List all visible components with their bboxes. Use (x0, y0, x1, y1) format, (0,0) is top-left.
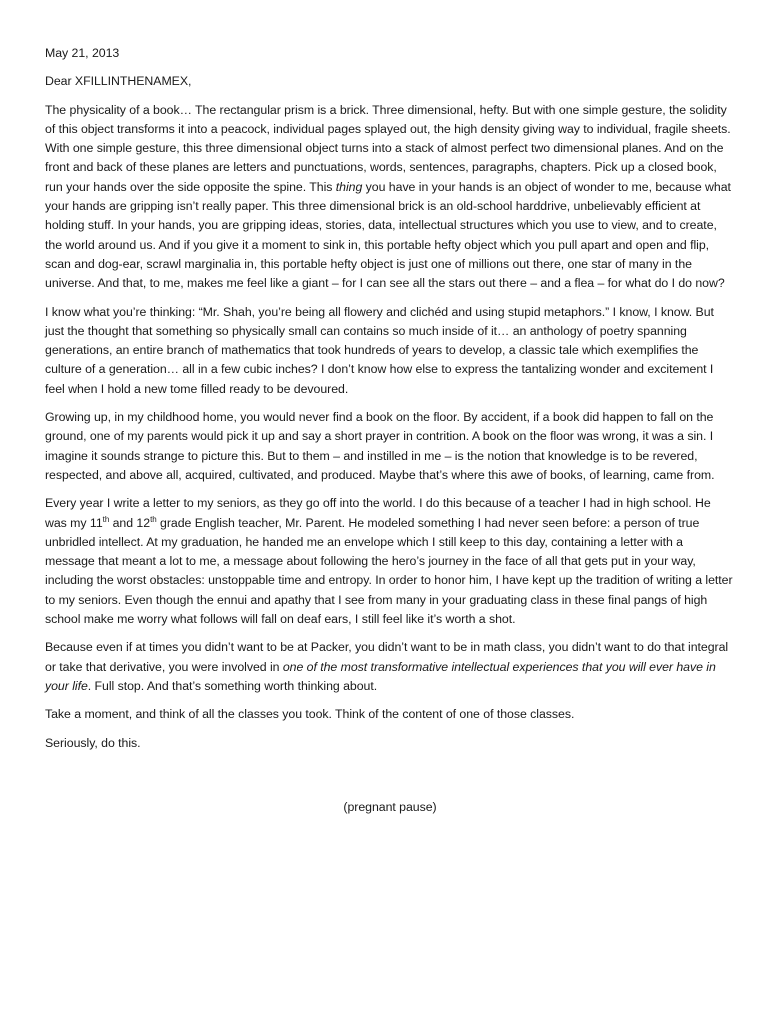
paragraph-text: grade English teacher, Mr. Parent. He modeled something I had never seen before: a person of true unbridled intellect. At my graduation, he handed me an envelope which I still keep to this day, containing a letter with a message that meant a lot to me, a message about following the hero’s journey in the face of all that gets put in your way, including the worst obstacles: unstoppable time and entropy. In order to honor him, I have kept up the tradition of writing a letter to my seniors. Even though the ennui and apathy that I see from many in your graduating class in these final pangs of high school make me worry what follows will fall on deaf ears, I still feel like it’s worth a shot. (45, 515, 733, 627)
paragraph-text: The physicality of a book… The rectangular prism is a brick. Three dimensional, hefty. But with one simple gesture, the solidity of this object transforms it into a peacock, individual pages splayed out, the high density giving way to individual, fragile sheets. With one simple gesture, this three dimensional object turns into a stack of almost perfect two dimensional planes. And on the front and back of these planes are letters and punctuations, words, sentences, paragraphs, chapters. Pick up a closed book, run your hands over the side opposite the spine. This (45, 102, 731, 194)
paragraph-text: you have in your hands is an object of wonder to me, because what your hands are gripping isn’t really paper. This three dimensional brick is an old-school harddrive, unbelievably efficient at holding stuff. In your hands, you are gripping ideas, stories, data, intellectual structures which you use to view, and to create, the world around us. And if you give it a moment to sink in, this portable hefty object which you pull apart and open and flip, scan and dog-ear, scrawl marginalia in, this portable hefty object is just one of millions out there, one star of many in the universe. And that, to me, makes me feel like a giant – for I can see all the stars out there – and a flea – for what do I do now? (45, 179, 731, 291)
letter-salutation: Dear XFILLINTHENAMEX, (45, 74, 192, 89)
paragraph-text: and 12 (109, 515, 151, 530)
paragraph-childhood: Growing up, in my childhood home, you would never find a book on the floor. By accident, if a book did happen to fall on the ground, one of my parents would pick it up and say a short prayer in contrition. A book on the floor was wrong, it was a sin. I imagine it sounds strange to picture this. But to them – and instilled in me – is the notion that knowledge is to be revered, respected, and above all, acquired, cultivated, and produced. Maybe that’s where this awe of books, of learning, came from. (45, 410, 715, 482)
paragraph-teacher (45, 494, 735, 629)
paragraph-metaphors: I know what you’re thinking: “Mr. Shah, you’re being all flowery and clichéd and using stupid metaphors.” I know, I know. But just the thought that something so physically small can contains so much inside of it… an anthology of poetry spanning generations, an entire branch of mathematics that took hundreds of years to develop, a classic tale which exemplifies the culture of a generation… all in a few cubic inches? I don’t know how else to express the tantalizing wonder and excitement I feel when I hold a new tome filled ready to be devoured. (45, 304, 714, 396)
paragraph-book-physicality (45, 101, 735, 294)
paragraph-text: Every year I write a letter to my seniors, as they go off into the world. I do this because of a teacher I had in high school. He was my 11 (45, 496, 711, 530)
emphasis-text: one of the most transformative intellectual experiences that you will ever have in your life (45, 659, 716, 693)
paragraph-seriously: Seriously, do this. (45, 735, 141, 750)
ordinal-suffix: th (102, 514, 110, 524)
paragraph-take-a-moment: Take a moment, and think of all the classes you took. Think of the content of one of those classes. (45, 707, 575, 722)
letter-page (45, 44, 735, 829)
paragraph-packer (45, 638, 735, 696)
letter-date: May 21, 2013 (45, 46, 120, 60)
pregnant-pause: (pregnant pause) (343, 799, 437, 814)
ordinal-suffix: th (150, 514, 157, 524)
emphasis-text: thing (335, 179, 363, 194)
paragraph-text: . Full stop. And that’s something worth thinking about. (87, 678, 378, 693)
paragraph-text: Because even if at times you didn’t want to be at Packer, you didn’t want to be in math class, you didn’t want to do that integral or take that derivative, you were involved in (45, 640, 729, 674)
